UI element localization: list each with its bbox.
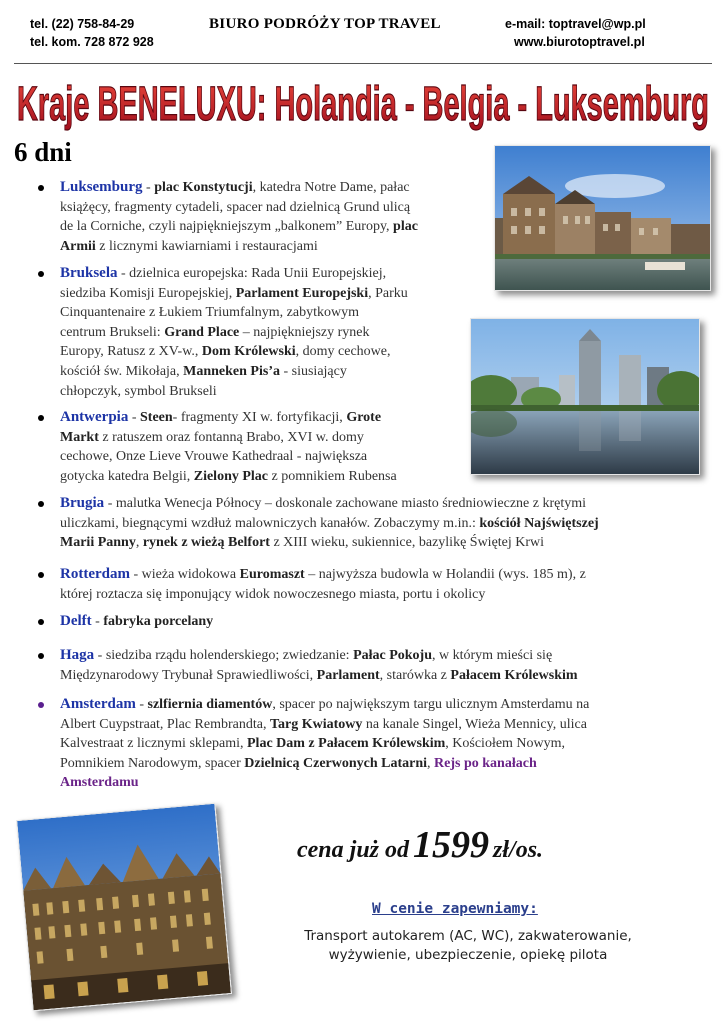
text-segment: – najpiękniejszy rynek <box>239 324 370 340</box>
text-segment: uliczkami, biegnącymi wzdłuż malowniczych kanałów. Zobaczymy m.in.: <box>60 515 480 531</box>
text-segment: – najwyższa budowla w Holandii (wys. 185 m), z <box>304 567 586 582</box>
itinerary-line <box>60 264 408 284</box>
highlight-text: Zielony Plac <box>193 468 269 484</box>
included-line: wyżywienie, ubezpieczenie, opiekę pilota <box>328 947 608 963</box>
price-amount: 1599 <box>413 824 490 866</box>
itinerary-line <box>60 198 418 218</box>
text-segment: - malutka Wenecja Północy – doskonale zachowane miasto średniowieczne z krętymi <box>104 496 587 511</box>
text-segment: Pomnikiem Narodowym, spacer <box>60 755 245 771</box>
text-segment: , katedra Notre Dame, pałac <box>252 180 410 195</box>
text-segment: centrum Brukseli: <box>60 324 165 340</box>
text-segment: , w którym mieści się <box>432 648 553 663</box>
text-segment: Rejs po kanałach <box>434 755 537 771</box>
itinerary-text <box>60 408 397 486</box>
itinerary-line <box>60 178 418 198</box>
itinerary-line <box>60 284 408 304</box>
text-segment: Cinquantenaire z Łukiem Triumfalnym, zabytkowym <box>60 305 360 321</box>
text-segment: Europy, Ratusz z XV-w., <box>60 344 202 360</box>
trip-duration: 6 dni <box>14 137 72 167</box>
highlight-text: Grote <box>346 410 382 425</box>
itinerary-line <box>60 382 408 402</box>
text-segment: , starówka z <box>379 667 451 683</box>
itinerary-line <box>60 715 589 735</box>
header-website[interactable]: www.biurotoptravel.pl <box>514 35 645 49</box>
included-text <box>268 927 668 965</box>
highlight-text: Pałacem Królewskim <box>450 667 578 683</box>
text-segment: - <box>128 410 140 425</box>
header-mobile: tel. kom. 728 872 928 <box>30 35 154 49</box>
text-segment: - siedziba rządu holenderskiego; zwiedzanie: <box>94 648 354 663</box>
included-title: W cenie zapewniamy: <box>372 901 538 917</box>
text-segment: , Kościołem Nowym, <box>445 736 566 752</box>
itinerary-line <box>60 646 578 666</box>
header-agency-name: BIURO PODRÓŻY TOP TRAVEL <box>209 16 441 32</box>
price-tag <box>297 823 543 867</box>
itinerary-line <box>60 514 599 534</box>
highlight-text: Manneken Pis’a <box>183 363 280 379</box>
text-segment: z ratuszem oraz fontanną Brabo, XVI w. domy <box>98 429 364 445</box>
text-segment: - fragmenty XI w. fortyfikacji, <box>172 410 347 425</box>
itinerary-text <box>60 695 589 793</box>
city-name: Antwerpia <box>60 409 129 425</box>
highlight-text: Parlament Europejski <box>235 285 369 301</box>
city-name: Luksemburg <box>60 179 143 195</box>
text-segment: , spacer po największym targu ulicznym Amsterdamu na <box>272 697 590 712</box>
city-name: Haga <box>60 647 95 663</box>
text-segment: z pomnikiem Rubensa <box>268 468 397 484</box>
itinerary-line <box>60 303 408 323</box>
itinerary-line <box>60 447 397 467</box>
header-divider <box>14 63 712 64</box>
itinerary-text <box>60 612 213 632</box>
text-segment: , domy cechowe, <box>295 344 391 360</box>
itinerary-line <box>60 533 599 553</box>
highlight-text: plac Konstytucji <box>154 180 253 195</box>
text-segment: Kalvestraat z licznymi sklepami, <box>60 736 247 752</box>
text-segment: de la Corniche, czyli najpiękniejszym „balkonem” Europy, <box>60 219 394 235</box>
highlight-text: Dom Królewski <box>201 344 296 360</box>
highlight-text: Euromaszt <box>239 567 305 582</box>
text-segment: Międzynarodowy Trybunał Sprawiedliwości, <box>60 667 317 683</box>
bullet-icon <box>38 501 44 507</box>
itinerary-text <box>60 565 586 604</box>
itinerary-line <box>60 408 397 428</box>
itinerary-line <box>60 237 418 257</box>
text-segment: , <box>427 755 435 771</box>
text-segment: gotycka katedra Belgii, <box>60 468 194 484</box>
highlight-text: Plac Dam z Pałacem Królewskim <box>247 736 446 752</box>
text-segment: której roztacza się imponujący widok nowoczesnego miasta, portu i okolicy <box>60 586 486 602</box>
bullet-icon <box>38 271 44 277</box>
itinerary-text <box>60 178 418 256</box>
itinerary-text <box>60 494 599 553</box>
highlight-text: Parlament <box>316 667 380 683</box>
text-segment: książęcy, fragmenty cytadeli, spacer nad dzielnicą Grund ulicą <box>60 199 411 215</box>
itinerary-line <box>60 494 599 514</box>
itinerary-line <box>60 754 589 774</box>
highlight-text: Markt <box>60 429 99 445</box>
itinerary-line <box>60 666 578 686</box>
bullet-icon <box>38 702 44 708</box>
itinerary-line <box>60 362 408 382</box>
text-segment: - <box>91 614 104 629</box>
highlight-text: Dzielnicą Czerwonych Latarni <box>244 755 428 771</box>
text-segment: kościół św. Mikołaja, <box>60 363 184 379</box>
itinerary-line <box>60 734 589 754</box>
itinerary-line <box>60 217 418 237</box>
itinerary-line <box>60 612 213 632</box>
photo-canal-houses <box>494 145 711 291</box>
highlight-text: Armii <box>60 238 96 254</box>
bullet-icon <box>38 653 44 659</box>
itinerary-text <box>60 264 408 401</box>
highlight-text: rynek z wieżą Belfort <box>142 535 270 551</box>
itinerary-line <box>60 342 408 362</box>
photo-city-skyline <box>470 318 700 475</box>
text-segment: , Parku <box>368 285 408 301</box>
bullet-icon <box>38 415 44 421</box>
city-name: Amsterdam <box>60 696 136 712</box>
highlight-text: plac <box>393 219 418 235</box>
bullet-icon <box>38 619 44 625</box>
text-segment: Albert Cuypstraat, Plac Rembrandta, <box>60 716 270 732</box>
highlight-text: Marii Panny <box>60 535 136 551</box>
city-name: Bruksela <box>60 265 118 281</box>
itinerary-line <box>60 565 586 585</box>
itinerary-text <box>60 646 578 685</box>
text-segment: z XIII wieku, sukiennice, bazylikę Świętej Krwi <box>269 535 545 551</box>
text-segment: chłopczyk, symbol Brukseli <box>60 383 217 399</box>
itinerary-line <box>60 467 397 487</box>
photo-grand-place <box>16 803 232 1012</box>
text-segment: - wieża widokowa <box>129 567 240 582</box>
text-segment: z licznymi kawiarniami i restauracjami <box>95 238 318 254</box>
highlight-text: Pałac Pokoju <box>353 648 433 663</box>
text-segment: siedziba Komisji Europejskiej, <box>60 285 236 301</box>
banner-title-text: Kraje BENELUXU: Holandia - Belgia - Luksemburg <box>17 78 709 131</box>
included-line: Transport autokarem (AC, WC), zakwaterowanie, <box>304 928 632 944</box>
price-prefix: cena już od <box>297 837 410 863</box>
highlight-text: kościół Najświętszej <box>479 515 599 531</box>
itinerary-line <box>60 323 408 343</box>
highlight-text: Grand Place <box>164 324 240 340</box>
text-segment: , <box>135 535 143 551</box>
text-segment: - <box>142 180 155 195</box>
itinerary-line <box>60 773 589 793</box>
city-name: Delft <box>60 613 92 629</box>
price-suffix: zł/os. <box>493 837 544 863</box>
header-email[interactable]: e-mail: toptravel@wp.pl <box>505 17 646 31</box>
banner-title <box>14 66 712 136</box>
highlight-text: szlfiernia diamentów <box>147 697 273 712</box>
itinerary-line <box>60 695 589 715</box>
text-segment: Amsterdamu <box>60 775 139 791</box>
text-segment: na kanale Singel, Wieża Mennicy, ulica <box>362 716 587 732</box>
highlight-text: Steen <box>140 410 173 425</box>
highlight-text: fabryka porcelany <box>103 614 214 629</box>
city-name: Brugia <box>60 495 105 511</box>
text-segment: - dzielnica europejska: Rada Unii Europejskiej, <box>117 266 387 281</box>
itinerary-line <box>60 428 397 448</box>
text-segment: cechowe, Onze Lieve Vrouwe Kathedraal - największa <box>60 449 368 465</box>
highlight-text: Targ Kwiatowy <box>269 716 363 732</box>
bullet-icon <box>38 185 44 191</box>
text-segment: - <box>135 697 148 712</box>
bullet-icon <box>38 572 44 578</box>
header-phone: tel. (22) 758-84-29 <box>30 17 135 31</box>
itinerary-line <box>60 585 586 605</box>
city-name: Rotterdam <box>60 566 130 582</box>
text-segment: - siusiający <box>279 363 347 379</box>
